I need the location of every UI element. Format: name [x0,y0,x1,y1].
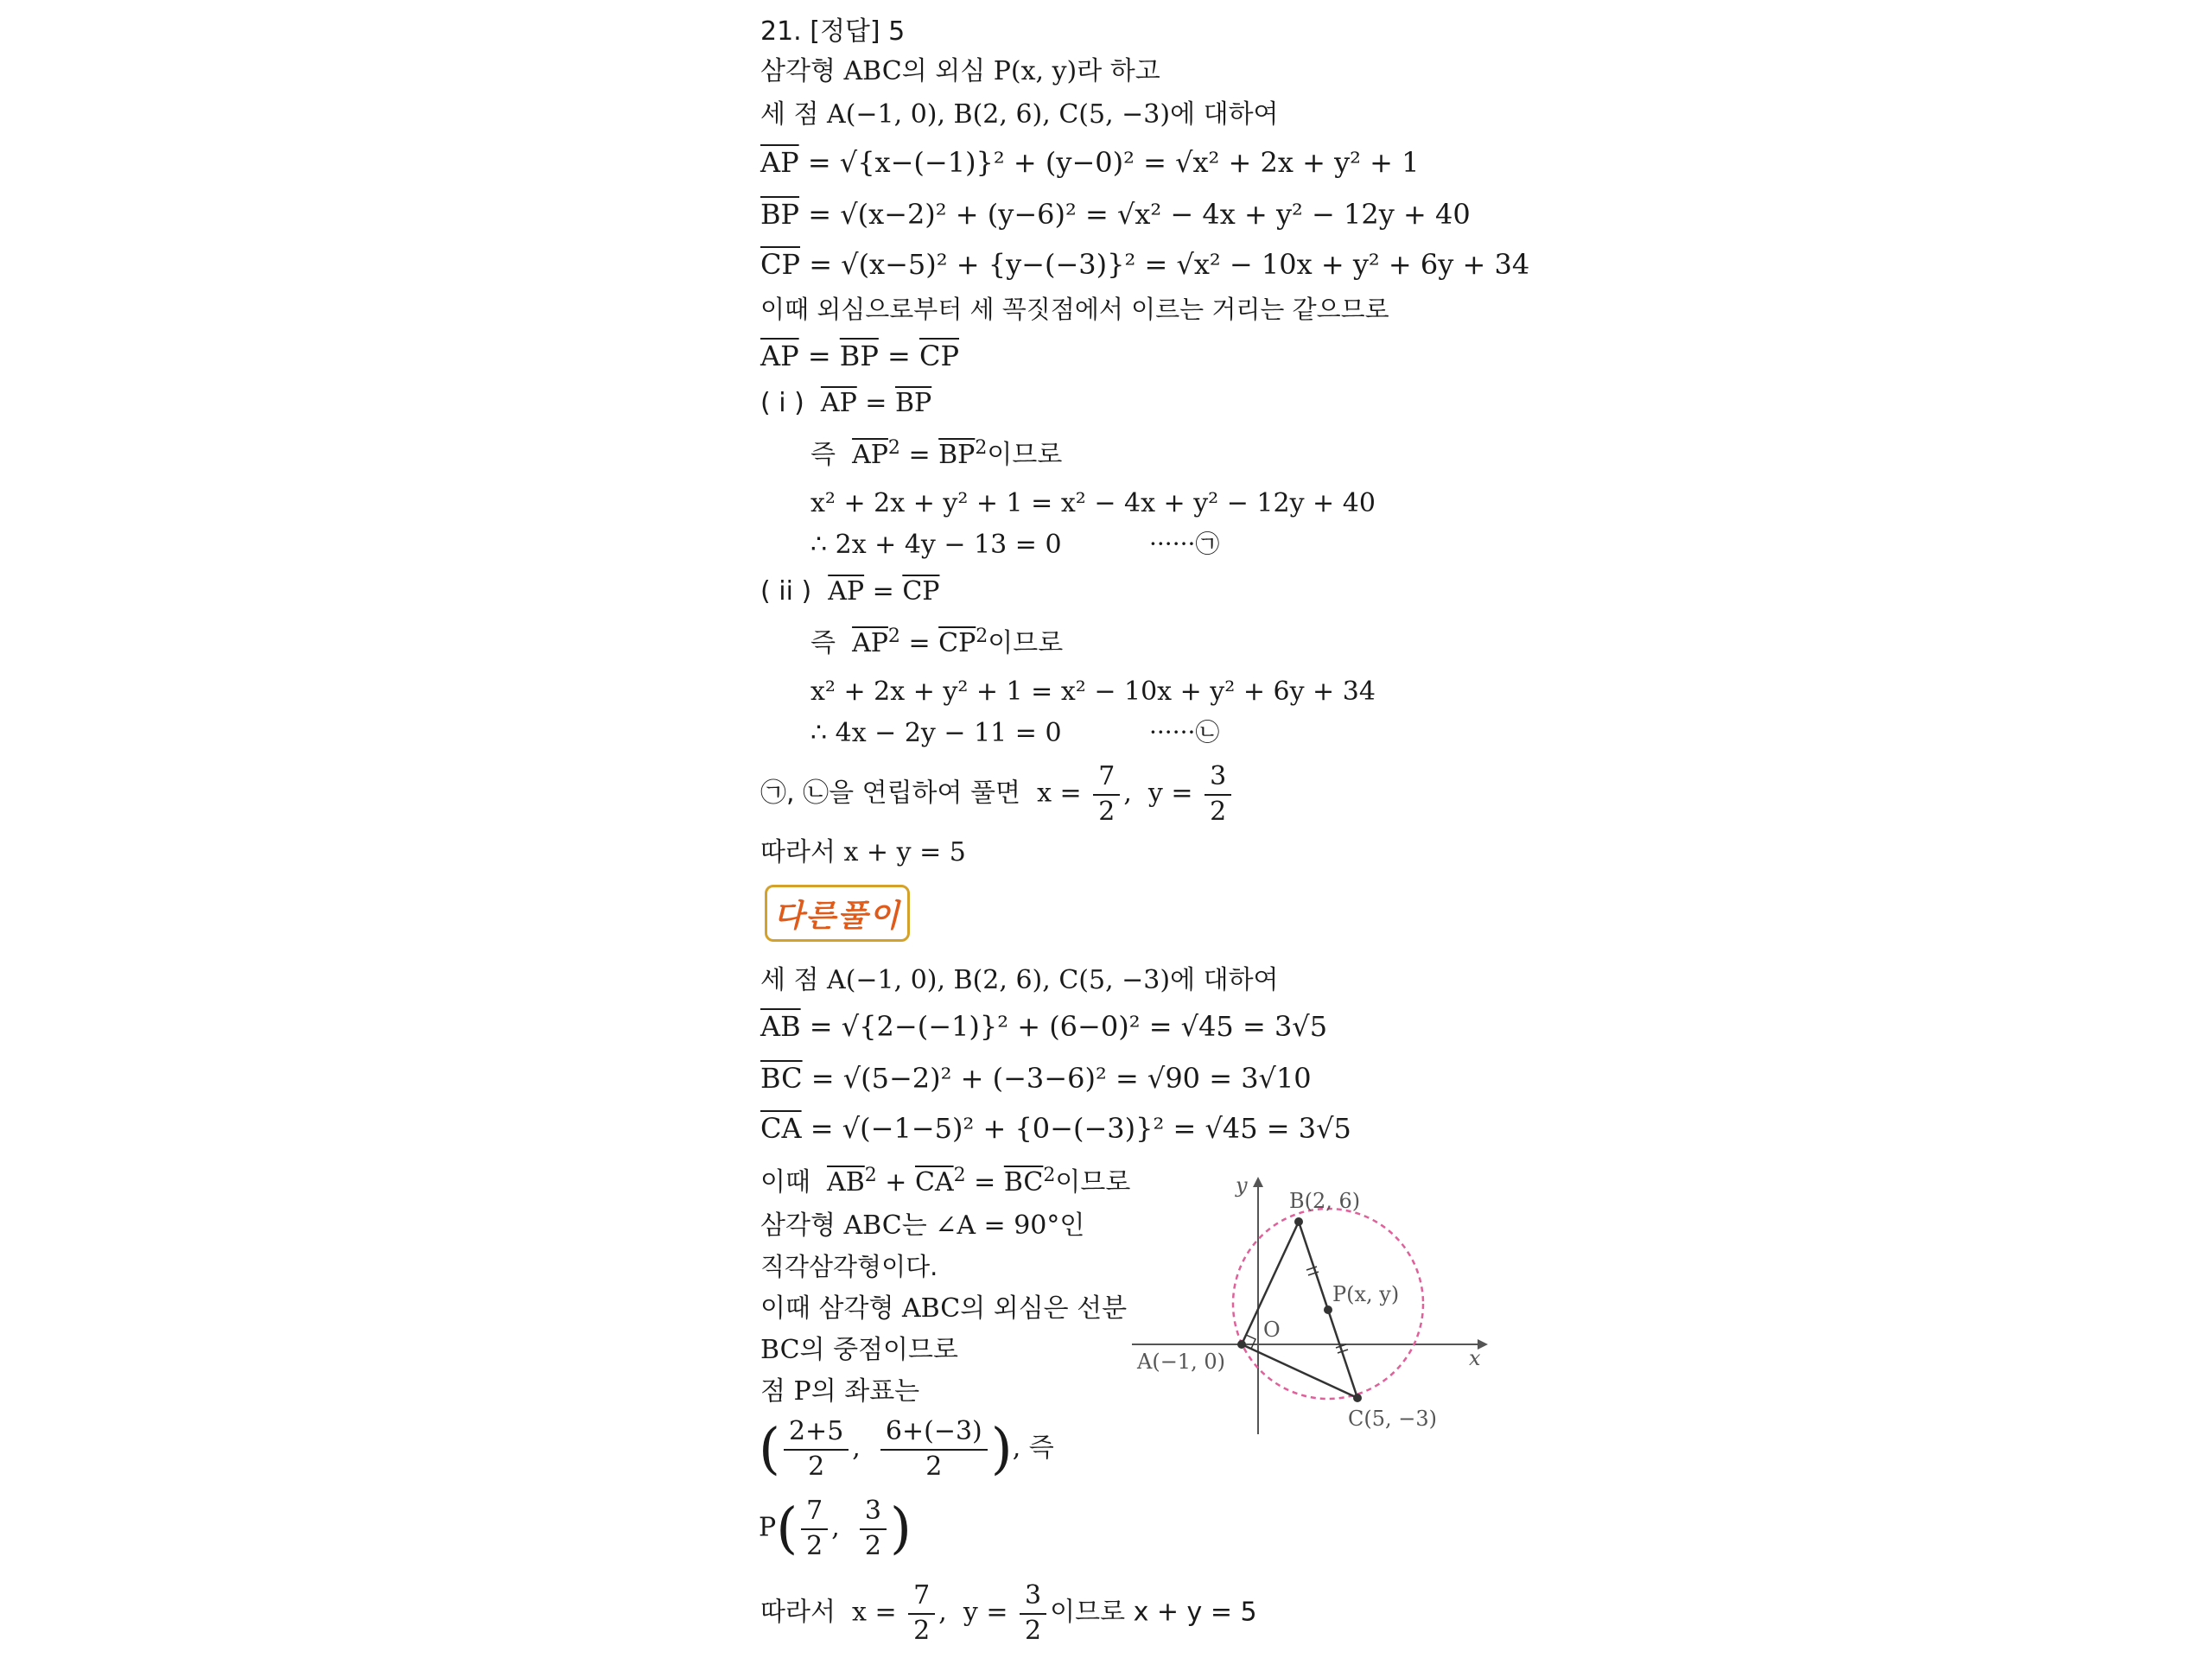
y-denominator: 2 [1210,796,1227,827]
case-2-label: ( ii ) [760,576,812,607]
point-a [1237,1340,1246,1349]
point-b-label: B(2, 6) [1289,1189,1361,1213]
segment-ap: $\overline{AP}$ [760,340,799,372]
segment-ap: $\overline{AP}$ [828,576,865,607]
point-p-result: P( $\frac{7}{2}$ , $\frac{3}{2}$ ) [759,1496,912,1561]
final-x-denominator: 2 [913,1615,931,1646]
midpoint-y-denominator: 2 [925,1451,943,1482]
segment-cp: $\overline{CP}$ [938,628,976,658]
pythagoras-post: 이므로 [1055,1167,1131,1197]
equation-bp-rhs: = √(x−2)² + (y−6)² = √x² − 4x + y² − 12y + 40 [808,198,1471,231]
segment-bc: $\overline{BC}$ [760,1062,803,1095]
alt-line-6: 삼각형 ABC는 ∠A = 90°인 [760,1210,1085,1241]
midpoint-expression: ( $\frac{2+5}{2}$ , $\frac{6+(-3)}{2}$ ), 즉 [759,1416,1054,1482]
midpoint-post: 즉 [1028,1432,1054,1464]
segment-ab: $\overline{AB}$ [760,1010,801,1043]
y-axis-label: y [1236,1173,1248,1197]
solve-line: ㉠, ㉡을 연립하여 풀면 x = $\frac{7}{2}$ , y = $\frac{3}{2}$ [760,762,1235,827]
segment-bp: $\overline{BP}$ [839,340,879,372]
case-2-square: 즉 $\overline{AP}^2 = \overline{CP}^2$이므로 [810,626,1064,658]
midpoint-x-denominator: 2 [808,1451,825,1482]
equation-bp [760,198,1471,231]
case-2-equation: x² + 2x + y² + 1 = x² − 10x + y² + 6y + 34 [810,677,1376,707]
equation-cp [760,248,1530,281]
point-b [1294,1217,1303,1226]
segment-bp: $\overline{BP}$ [894,388,932,418]
pythagoras-pre: 이때 [760,1167,810,1197]
alt-line-10: 점 P의 좌표는 [760,1376,920,1407]
segment-cp: $\overline{CP}$ [902,576,940,607]
point-c-label: C(5, −3) [1348,1407,1437,1431]
equation-ap [760,146,1420,179]
point-a-label: A(−1, 0) [1137,1350,1225,1374]
point-c [1353,1394,1362,1402]
segment-cp: $\overline{CP}$ [760,248,801,281]
solution-line-6: 이때 외심으로부터 세 꼭짓점에서 이르는 거리는 같으므로 [760,295,1389,324]
equation-ca-rhs: = √(−1−5)² + {0−(−3)}² = √45 = 3√5 [810,1112,1351,1145]
case-2-header: ( ii ) $\overline{AP} = \overline{CP}$ [760,576,940,607]
p-y-denominator: 2 [864,1530,881,1561]
case-1-label: ( i ) [760,388,804,418]
alt-conclusion: 따라서 x = $\frac{7}{2}$ , y = $\frac{3}{2}$ 이므로 x + y = 5 [760,1580,1257,1646]
y-numerator: 3 [1205,762,1231,796]
equation-cp-rhs: = √(x−5)² + {y−(−3)}² = √x² − 10x + y² + 6y + 34 [809,248,1530,281]
alt-conclusion-pre: 따라서 [760,1597,836,1628]
p-x-denominator: 2 [806,1530,823,1561]
segment-bp: $\overline{BP}$ [760,198,800,231]
solve-text: ㉠, ㉡을 연립하여 풀면 [760,778,1021,809]
point-p-label: P(x, y) [1332,1282,1400,1306]
segment-bp: $\overline{BP}$ [938,440,976,470]
equation-ab-rhs: = √{2−(−1)}² + (6−0)² = √45 = 3√5 [809,1010,1328,1043]
segment-bc: $\overline{BC}$ [1003,1167,1044,1197]
pythagoras-line: 이때 $\overline{AB}^2 + \overline{CA}^2 = \overline{BC}^2$이므로 [760,1165,1131,1197]
alt-conclusion-post: 이므로 x + y = 5 [1050,1597,1257,1628]
alternative-solution-badge: 다른풀이 [765,885,910,942]
triangle-circumcircle-figure [1128,1158,1508,1443]
equation-bc [760,1062,1312,1095]
p-x-numerator: 7 [801,1496,828,1530]
segment-cp: $\overline{CP}$ [919,340,960,372]
case-1-equation: x² + 2x + y² + 1 = x² − 4x + y² − 12y + 40 [810,488,1376,518]
point-p [1324,1305,1332,1314]
case-2-marker: ······㉡ [1149,718,1220,746]
equation-bc-rhs: = √(5−2)² + (−3−6)² = √90 = 3√10 [810,1062,1312,1095]
case-1-square: 즉 $\overline{AP}^2 = \overline{BP}^2$이므로 [810,437,1063,470]
final-y-denominator: 2 [1025,1615,1042,1646]
segment-ab: $\overline{AB}$ [827,1167,865,1197]
segment-ap: $\overline{AP}$ [852,440,888,470]
case-1-header: ( i ) $\overline{AP} = \overline{BP}$ [760,388,932,418]
case-2-result: ∴ 4x − 2y − 11 = 0 [810,718,1062,748]
equal-distances: $\overline{AP} = \overline{BP} = \overline{CP}$ [760,340,960,372]
segment-ap: $\overline{AP}$ [760,146,799,179]
alt-line-9: BC의 중점이므로 [760,1335,958,1365]
solution-line-1: 삼각형 ABC의 외심 P(x, y)라 하고 [760,56,1160,86]
midpoint-y-numerator: 6+(−3) [880,1417,988,1451]
p-y-numerator: 3 [860,1496,887,1530]
x-numerator: 7 [1093,762,1120,796]
segment-ap: $\overline{AP}$ [820,388,857,418]
case-1-marker: ······㉠ [1149,530,1220,558]
segment-ap: $\overline{AP}$ [852,628,888,658]
origin-label: O [1263,1318,1281,1342]
x-denominator: 2 [1098,796,1116,827]
midpoint-x-numerator: 2+5 [784,1417,849,1451]
segment-ca: $\overline{CA}$ [760,1112,802,1145]
point-p-label: P [759,1512,777,1543]
equation-ap-rhs: = √{x−(−1)}² + (y−0)² = √x² + 2x + y² + 1 [807,146,1420,179]
x-axis-label: x [1469,1346,1481,1370]
y-axis-arrow [1253,1177,1263,1187]
conclusion: 따라서 x + y = 5 [760,837,966,867]
case-1-result: ∴ 2x + 4y − 13 = 0 [810,530,1062,560]
alt-line-1: 세 점 A(−1, 0), B(2, 6), C(5, −3)에 대하여 [760,965,1279,995]
alt-line-8: 이때 삼각형 ABC의 외심은 선분 [760,1293,1128,1324]
alt-line-7: 직각삼각형이다. [760,1252,938,1281]
final-y-numerator: 3 [1020,1581,1046,1615]
segment-ca: $\overline{CA}$ [914,1167,954,1197]
final-x-numerator: 7 [908,1581,935,1615]
solution-line-2: 세 점 A(−1, 0), B(2, 6), C(5, −3)에 대하여 [760,99,1279,130]
answer-header: 21. [정답] 5 [760,16,906,47]
equation-ca [760,1112,1351,1145]
equation-ab [760,1010,1328,1043]
